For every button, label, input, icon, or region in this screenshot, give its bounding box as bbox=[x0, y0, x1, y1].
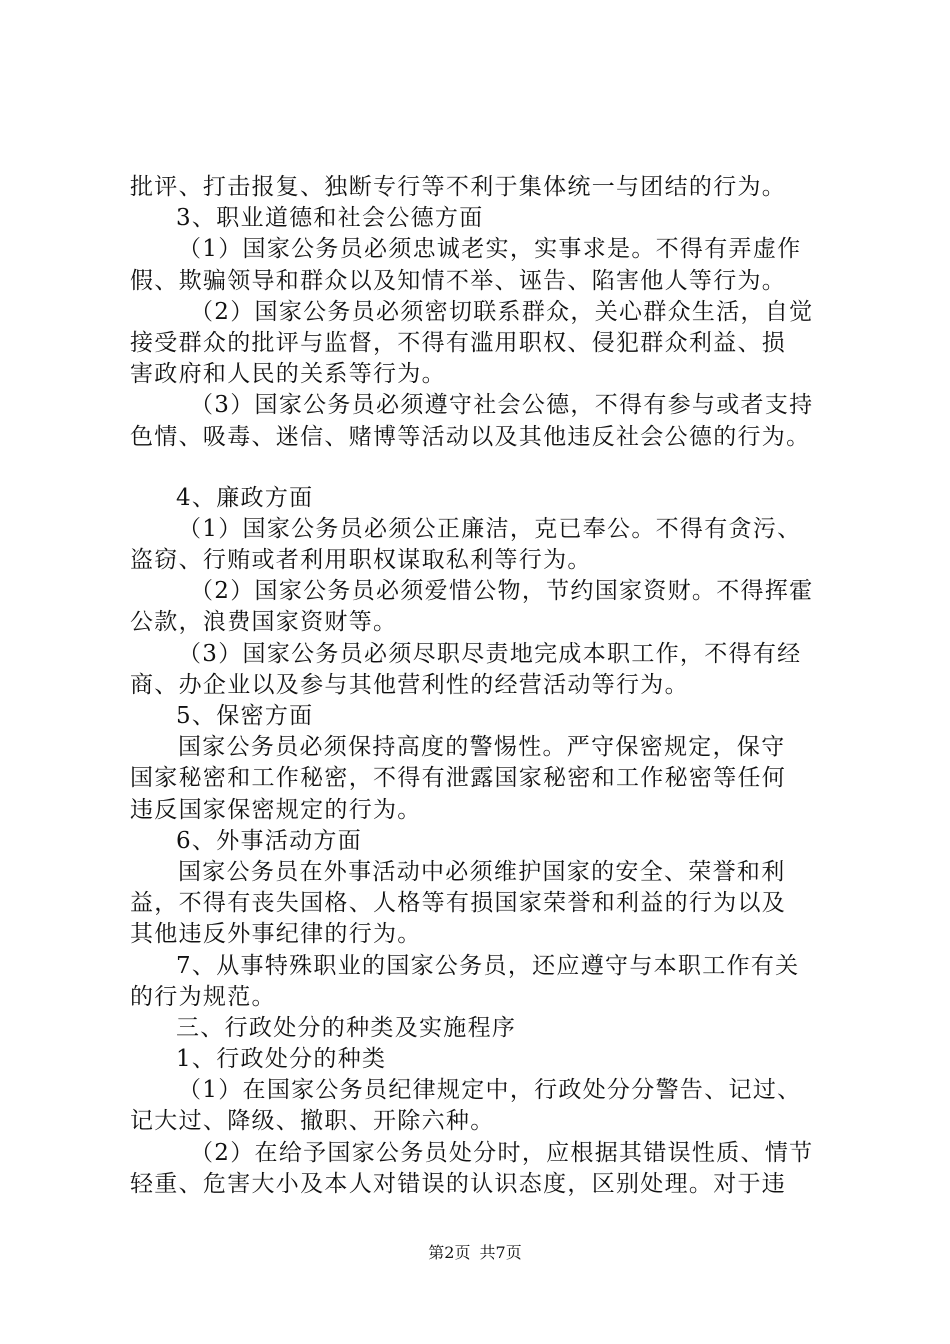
document-body bbox=[130, 172, 842, 1200]
text-line: 公款，浪费国家资财等。 bbox=[130, 609, 398, 636]
text-line: 违反国家保密规定的行为。 bbox=[130, 796, 422, 823]
section-heading: 6、外事活动方面 bbox=[176, 827, 363, 854]
text-line: （2）国家公务员必须爱惜公物，节约国家资财。不得挥霍 bbox=[190, 578, 814, 605]
section-heading: 5、保密方面 bbox=[176, 703, 314, 729]
section-heading: 4、廉政方面 bbox=[176, 484, 314, 511]
page-footer bbox=[0, 1243, 950, 1263]
text-line: 的行为规范。 bbox=[130, 983, 276, 1010]
text-line: 其他违反外事纪律的行为。 bbox=[130, 921, 422, 948]
text-line: 益，不得有丧失国格、人格等有损国家荣誉和利益的行为以及 bbox=[130, 890, 787, 917]
text-line: （2）在给予国家公务员处分时，应根据其错误性质、情节 bbox=[190, 1139, 814, 1166]
text-line: 记大过、降级、撤职、开除六种。 bbox=[130, 1108, 495, 1135]
section-heading: 1、行政处分的种类 bbox=[176, 1046, 387, 1073]
page-number: 第2页 bbox=[428, 1243, 471, 1262]
section-heading: 3、职业道德和社会公德方面 bbox=[176, 205, 484, 232]
text-line: 国家公务员必须保持高度的警惕性。严守保密规定，保守 bbox=[178, 734, 786, 761]
text-line: （1）国家公务员必须公正廉洁，克已奉公。不得有贪污、 bbox=[178, 515, 802, 542]
text-line: 商、办企业以及参与其他营利性的经营活动等行为。 bbox=[130, 671, 689, 698]
text-line: 色情、吸毒、迷信、赌博等活动以及其他违反社会公德的行为。 bbox=[130, 423, 811, 450]
text-line: 假、欺骗领导和群众以及知情不举、诬告、陷害他人等行为。 bbox=[130, 267, 787, 294]
text-line: 国家公务员在外事活动中必须维护国家的安全、荣誉和利 bbox=[178, 858, 786, 885]
text-line: 盗窃、行贿或者利用职权谋取私利等行为。 bbox=[130, 547, 592, 574]
text-line: 批评、打击报复、独断专行等不利于集体统一与团结的行为。 bbox=[130, 174, 787, 200]
text-line: （1）在国家公务员纪律规定中，行政处分分警告、记过、 bbox=[178, 1077, 802, 1104]
text-line: 国家秘密和工作秘密，不得有泄露国家秘密和工作秘密等任何 bbox=[130, 765, 787, 792]
text-line: （2）国家公务员必须密切联系群众，关心群众生活，自觉 bbox=[190, 298, 814, 325]
text-line: （1）国家公务员必须忠诚老实，实事求是。不得有弄虚作 bbox=[178, 236, 802, 263]
paragraph-gap bbox=[130, 453, 842, 483]
text-line: 7、从事特殊职业的国家公务员，还应遵守与本职工作有关 bbox=[176, 952, 800, 979]
text-line: （3）国家公务员必须尽职尽责地完成本职工作，不得有经 bbox=[178, 640, 802, 667]
section-heading: 三、行政处分的种类及实施程序 bbox=[176, 1014, 517, 1041]
text-line: 害政府和人民的关系等行为。 bbox=[130, 361, 446, 388]
text-line: 轻重、危害大小及本人对错误的认识态度，区别处理。对于违 bbox=[130, 1170, 787, 1197]
page-total: 共7页 bbox=[479, 1243, 522, 1262]
text-line: （3）国家公务员必须遵守社会公德，不得有参与或者支持 bbox=[190, 392, 814, 419]
text-line: 接受群众的批评与监督，不得有滥用职权、侵犯群众利益、损 bbox=[130, 329, 787, 356]
